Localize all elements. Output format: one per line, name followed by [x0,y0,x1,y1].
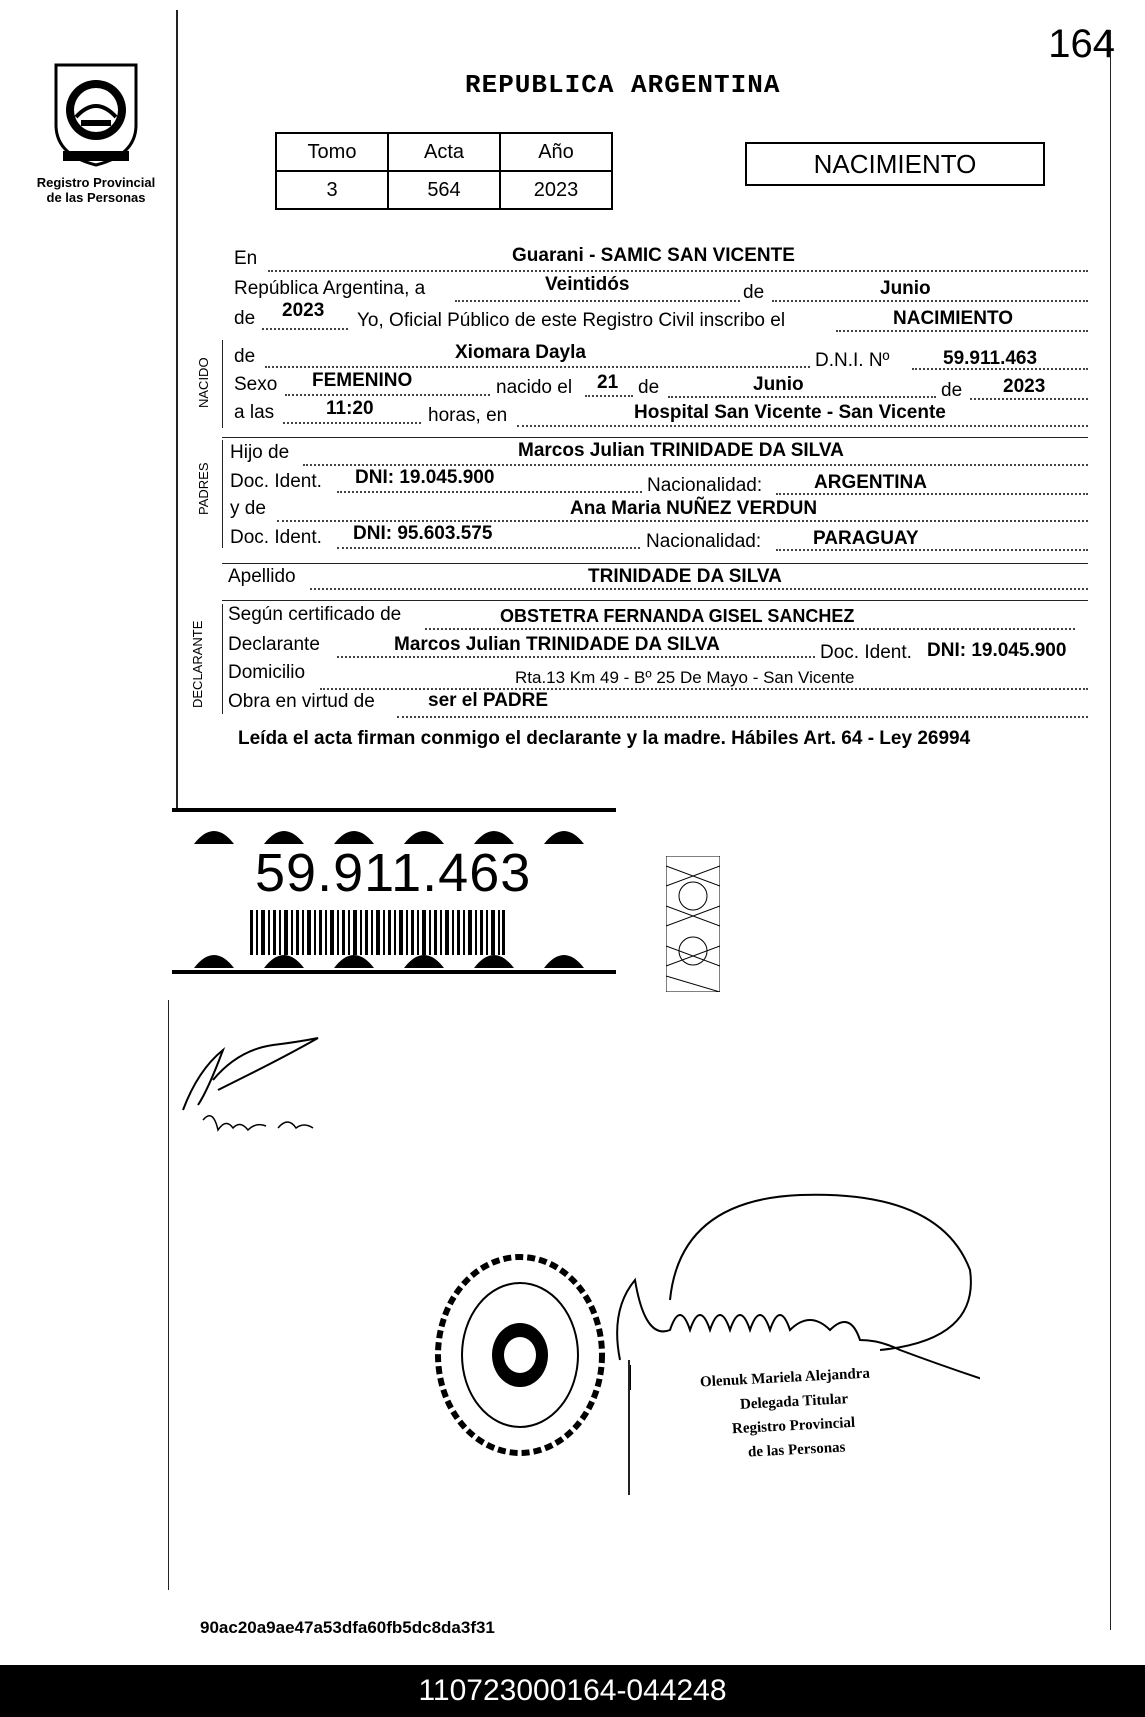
label-horas-en: horas, en [428,405,508,426]
document-title: REPUBLICA ARGENTINA [465,70,781,100]
value-domicilio: Rta.13 Km 49 - Bº 25 De Mayo - San Vicente [515,668,855,687]
dotted-line [337,491,642,493]
page-number: 164 [1048,22,1115,66]
value-lugar-nac: Hospital San Vicente - San Vicente [634,402,946,423]
dotted-line [585,395,633,397]
dotted-line [262,328,348,330]
section-padres: PADRES [196,462,211,515]
value-nombre: Xiomara Dayla [455,342,586,363]
value-padre-nac: ARGENTINA [814,472,927,493]
right-margin-line [1110,30,1111,1630]
province-logo [28,55,164,205]
signature-graphic-left [178,1030,348,1140]
dotted-line [517,425,1088,427]
label-domicilio: Domicilio [228,662,306,683]
left-margin-line [176,10,178,810]
label-republica: República Argentina, a [234,278,426,299]
value-sexo: FEMENINO [312,370,413,391]
value-tomo: 3 [276,171,388,209]
value-certificado: OBSTETRA FERNANDA GISEL SANCHEZ [500,606,855,626]
value-nac-anio: 2023 [1003,376,1046,397]
value-dni: 59.911.463 [943,348,1038,369]
document-type-box: NACIMIENTO [745,142,1045,186]
separator-line [222,563,1088,564]
value-mes: Junio [880,278,931,299]
value-lugar: Guarani - SAMIC SAN VICENTE [512,245,795,266]
value-acta: 564 [388,171,500,209]
label-apellido: Apellido [228,566,296,587]
value-nac-mes: Junio [753,374,804,395]
dotted-line [455,300,740,302]
left-margin-line-lower [168,1000,169,1590]
stamp-icon [430,1250,610,1460]
barcode-icon [250,910,505,955]
dotted-line [268,270,1088,272]
dotted-line [970,398,1088,400]
official-role: Delegada Titular [739,1391,849,1413]
official-registry: Registro Provincial [731,1414,856,1438]
label-nacionalidad2: Nacionalidad: [646,531,762,552]
handwritten-signature-icon [600,1190,980,1390]
label-sexo: Sexo [234,374,278,395]
value-madre-dni: DNI: 95.603.575 [353,523,493,544]
official-stamp [430,1250,610,1460]
registry-table [275,132,613,210]
dotted-line [310,588,1088,590]
label-segun: Según certificado de [228,604,402,625]
section-bar-padres [222,440,223,548]
value-padre-dni: DNI: 19.045.900 [355,467,495,488]
section-declarante: DECLARANTE [190,620,205,708]
legal-note: Leída el acta firman conmigo el declarante y la madre. Hábiles Art. 64 - Ley 26994 [238,728,971,749]
dotted-line [303,464,1088,466]
label-nacionalidad: Nacionalidad: [647,475,763,496]
value-declarante: Marcos Julian TRINIDADE DA SILVA [394,634,720,655]
official-name: Olenuk Mariela Alejandra [699,1365,871,1391]
value-anio: 2023 [282,300,325,321]
value-declarante-dni: DNI: 19.045.900 [927,640,1067,661]
value-padre: Marcos Julian TRINIDADE DA SILVA [518,440,844,461]
label-doc-ident2: Doc. Ident. [230,527,322,548]
logo-caption-line1: Registro Provincial [36,175,156,190]
section-nacido: NACIDO [196,357,211,408]
value-madre-nac: PARAGUAY [813,528,919,549]
label-en: En [234,248,258,269]
separator-line [222,600,1088,601]
section-bar-nacido [222,340,223,428]
barcode [250,910,505,955]
section-bar-declarante [222,604,223,714]
value-apellido: TRINIDADE DA SILVA [588,566,782,587]
official-registry-2: de las Personas [747,1439,846,1461]
signature-stroke [628,1360,630,1495]
label-dni-no: D.N.I. Nº [815,350,890,371]
dotted-line [285,394,490,396]
logo-caption-line2: de las Personas [46,190,146,205]
dotted-line [425,628,1075,630]
dotted-line [337,547,640,549]
handwritten-signature-icon [178,1030,348,1140]
label-hijo-de: Hijo de [230,442,290,463]
hologram-icon [666,856,720,992]
header-acta: Acta [388,133,500,171]
value-obra: ser el PADRE [428,690,549,711]
label-a-las: a las [234,402,275,423]
label-obra: Obra en virtud de [228,691,375,712]
label-yo: Yo, Oficial Público de este Registro Civil inscribo el [357,310,786,331]
value-anio: 2023 [500,171,612,209]
seal-icon [41,55,151,170]
footer-id-bar: 110723000164-044248 [0,1665,1145,1717]
separator-line [222,437,1088,438]
value-dia-texto: Veintidós [545,274,630,295]
dotted-line [836,330,1088,332]
hologram-seal [666,856,720,992]
label-y-de: y de [230,498,266,519]
header-tomo: Tomo [276,133,388,171]
signature-graphic-right [600,1190,980,1390]
dotted-line [772,300,1088,302]
dotted-line [277,520,1088,522]
value-acto: NACIMIENTO [893,308,1013,329]
value-hora: 11:20 [326,398,374,419]
label-declarante: Declarante [228,634,320,655]
label-de-anio: de [941,380,963,401]
label-de-mes: de [638,377,660,398]
value-nac-dia: 21 [597,372,619,393]
label-de: de [743,282,765,303]
label-doc-ident3: Doc. Ident. [820,642,912,663]
value-madre: Ana Maria NUÑEZ VERDUN [570,498,818,519]
label-de-name: de [234,346,256,367]
dotted-line [397,716,1088,718]
document-hash: 90ac20a9ae47a53dfa60fb5dc8da3f31 [200,1618,495,1637]
header-anio: Año [500,133,612,171]
security-dni-number: 59.911.463 [255,843,532,903]
dotted-line [265,366,810,368]
label-doc-ident: Doc. Ident. [230,471,322,492]
dotted-line [668,396,936,398]
label-de-year: de [234,308,256,329]
dotted-line [283,422,421,424]
label-nacido-el: nacido el [496,377,573,398]
dotted-line [337,656,815,658]
